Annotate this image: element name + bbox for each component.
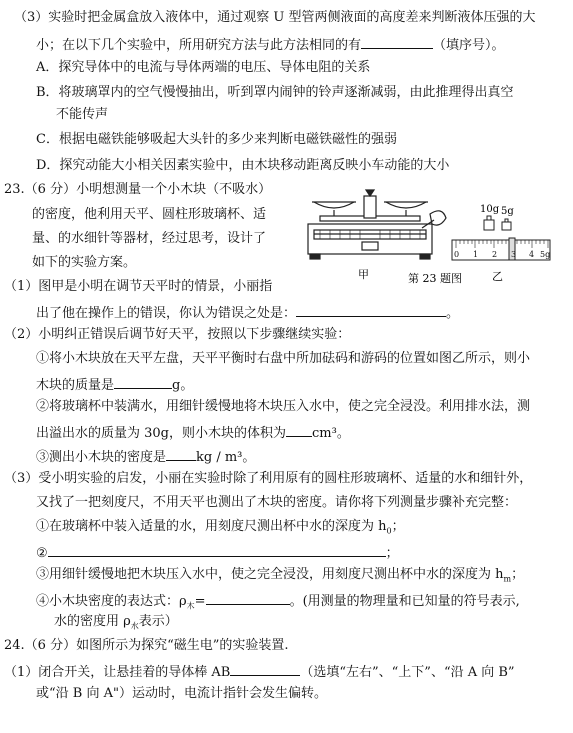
figure-yi-label: 乙 xyxy=(492,270,503,283)
q23-intro-3: 量、的水细针等器材，经过思考，设计了 xyxy=(32,231,267,246)
slide-scale-icon xyxy=(452,238,550,260)
q22-3-line1: （3）实验时把金属盒放入液体中，通过观察 U 型管两侧液面的高度差来判断液体压强的大 xyxy=(14,10,536,25)
option-c: C．根据电磁铁能够吸起大头针的多少来判断电磁铁磁性的强弱 xyxy=(36,132,397,147)
scale-tick-label: 3 xyxy=(511,250,517,259)
q23-part3-step4: ④小木块密度的表达式：$\rho_木=$ 。(用测量的物理量和已知量的符号表示, xyxy=(36,590,520,616)
figure-jia-label: 甲 xyxy=(358,268,369,281)
weight-label-10g: 10g xyxy=(480,204,500,215)
q23-step1-line1: ①将小木块放在天平左盘，天平平衡时右盘中所加砝码和游码的位置如图乙所示，则小 xyxy=(36,351,531,366)
q23-step3: ③测出小木块的密度是 kg / m³。 xyxy=(36,446,255,467)
balance-icon xyxy=(308,190,446,259)
answer-blank[interactable] xyxy=(286,422,312,437)
answer-blank[interactable] xyxy=(206,590,290,605)
q23-part3-step1: ①在玻璃杯中装入适量的水，用刻度尺测出杯中水的深度为 $h_0$； xyxy=(36,519,405,536)
q24-intro: 24.（6 分）如图所示为探究“磁生电”的实验装置. xyxy=(4,638,289,653)
q23-step2-line2: 出溢出水的质量为 30g，则小木块的体积为 cm³。 xyxy=(36,422,350,443)
answer-blank[interactable] xyxy=(296,302,446,317)
figure-23 xyxy=(300,188,555,292)
q23-part1-line1: （1）图甲是小明在调节天平时的情景，小丽指 xyxy=(4,279,273,294)
answer-blank[interactable] xyxy=(166,446,196,461)
q23-step1-line2: 木块的质量是 g。 xyxy=(36,374,193,395)
option-a: A．探究导体中的电流与导体两端的电压、导体电阻的关系 xyxy=(36,60,371,75)
answer-blank[interactable] xyxy=(48,542,386,557)
q23-part3-line1: （3）受小明实验的启发，小丽在实验时除了利用原有的圆柱形玻璃杯、适量的水和细针外， xyxy=(4,471,533,486)
q23-intro-4: 如下的实验方案。 xyxy=(32,255,137,270)
answer-blank[interactable] xyxy=(230,661,300,676)
q23-part2-heading: （2）小明纠正错误后调节好天平，按照以下步骤继续实验： xyxy=(4,327,351,342)
weight-label-5g: 5g xyxy=(501,206,514,217)
option-d: D．探究动能大小相关因素实验中，由木块移动距离反映小车动能的大小 xyxy=(36,158,450,173)
answer-blank[interactable] xyxy=(114,374,172,389)
q24-part1-line1: （1）闭合开关，让悬挂着的导体棒 AB （选填“左右”、“上下”、“沿 A 向 B” xyxy=(4,661,515,682)
option-b-cont: 不能传声 xyxy=(56,107,109,122)
answer-blank[interactable] xyxy=(361,34,433,49)
q24-part1-line2: 或“沿 B 向 A"）运动时，电流计指针会发生偏转。 xyxy=(36,686,327,701)
q23-step2-line1: ②将玻璃杯中装满水，用细针缓慢地将木块压入水中，使之完全浸没。利用排水法，测 xyxy=(36,399,531,414)
q23-part1-line2: 出了他在操作上的错误，你认为错误之处是： 。 xyxy=(36,302,459,323)
q23-intro-1: 23.（6 分）小明想测量一个小木块（不吸水） xyxy=(4,182,272,197)
balance-and-weights-illustration xyxy=(300,188,555,292)
q23-part3-step3: ③用细针缓慢地把木块压入水中，使之完全浸没，用刻度尺测出杯中水的深度为 $h_m$； xyxy=(36,567,525,584)
scale-tick-label: 4 xyxy=(529,250,535,259)
option-b: B．将玻璃罩内的空气慢慢抽出，听到罩内闹钟的铃声逐渐减弱，由此推理得出真空 xyxy=(36,85,514,100)
scale-tick-label: 5g xyxy=(540,250,551,259)
q23-intro-2: 的密度，他利用天平、圆柱形玻璃杯、适 xyxy=(32,207,267,222)
scale-tick-label: 2 xyxy=(492,250,498,259)
figure-caption: 第 23 题图 xyxy=(408,272,462,285)
q23-part3-step2: ② ； xyxy=(36,542,399,563)
q23-part3-line2: 又找了一把刻度尺，不用天平也测出了木块的密度。请你将下列测量步骤补充完整： xyxy=(36,495,518,510)
q22-3-line2: 小；在以下几个实验中，所用研究方法与此方法相同的有 （填序号）。 xyxy=(36,34,505,55)
scale-tick-label: 0 xyxy=(454,250,460,259)
scale-tick-label: 1 xyxy=(473,250,479,259)
q23-part3-step4-cont: 水的密度用 $\rho_水$表示） xyxy=(54,614,178,631)
weight-icon xyxy=(484,216,511,230)
